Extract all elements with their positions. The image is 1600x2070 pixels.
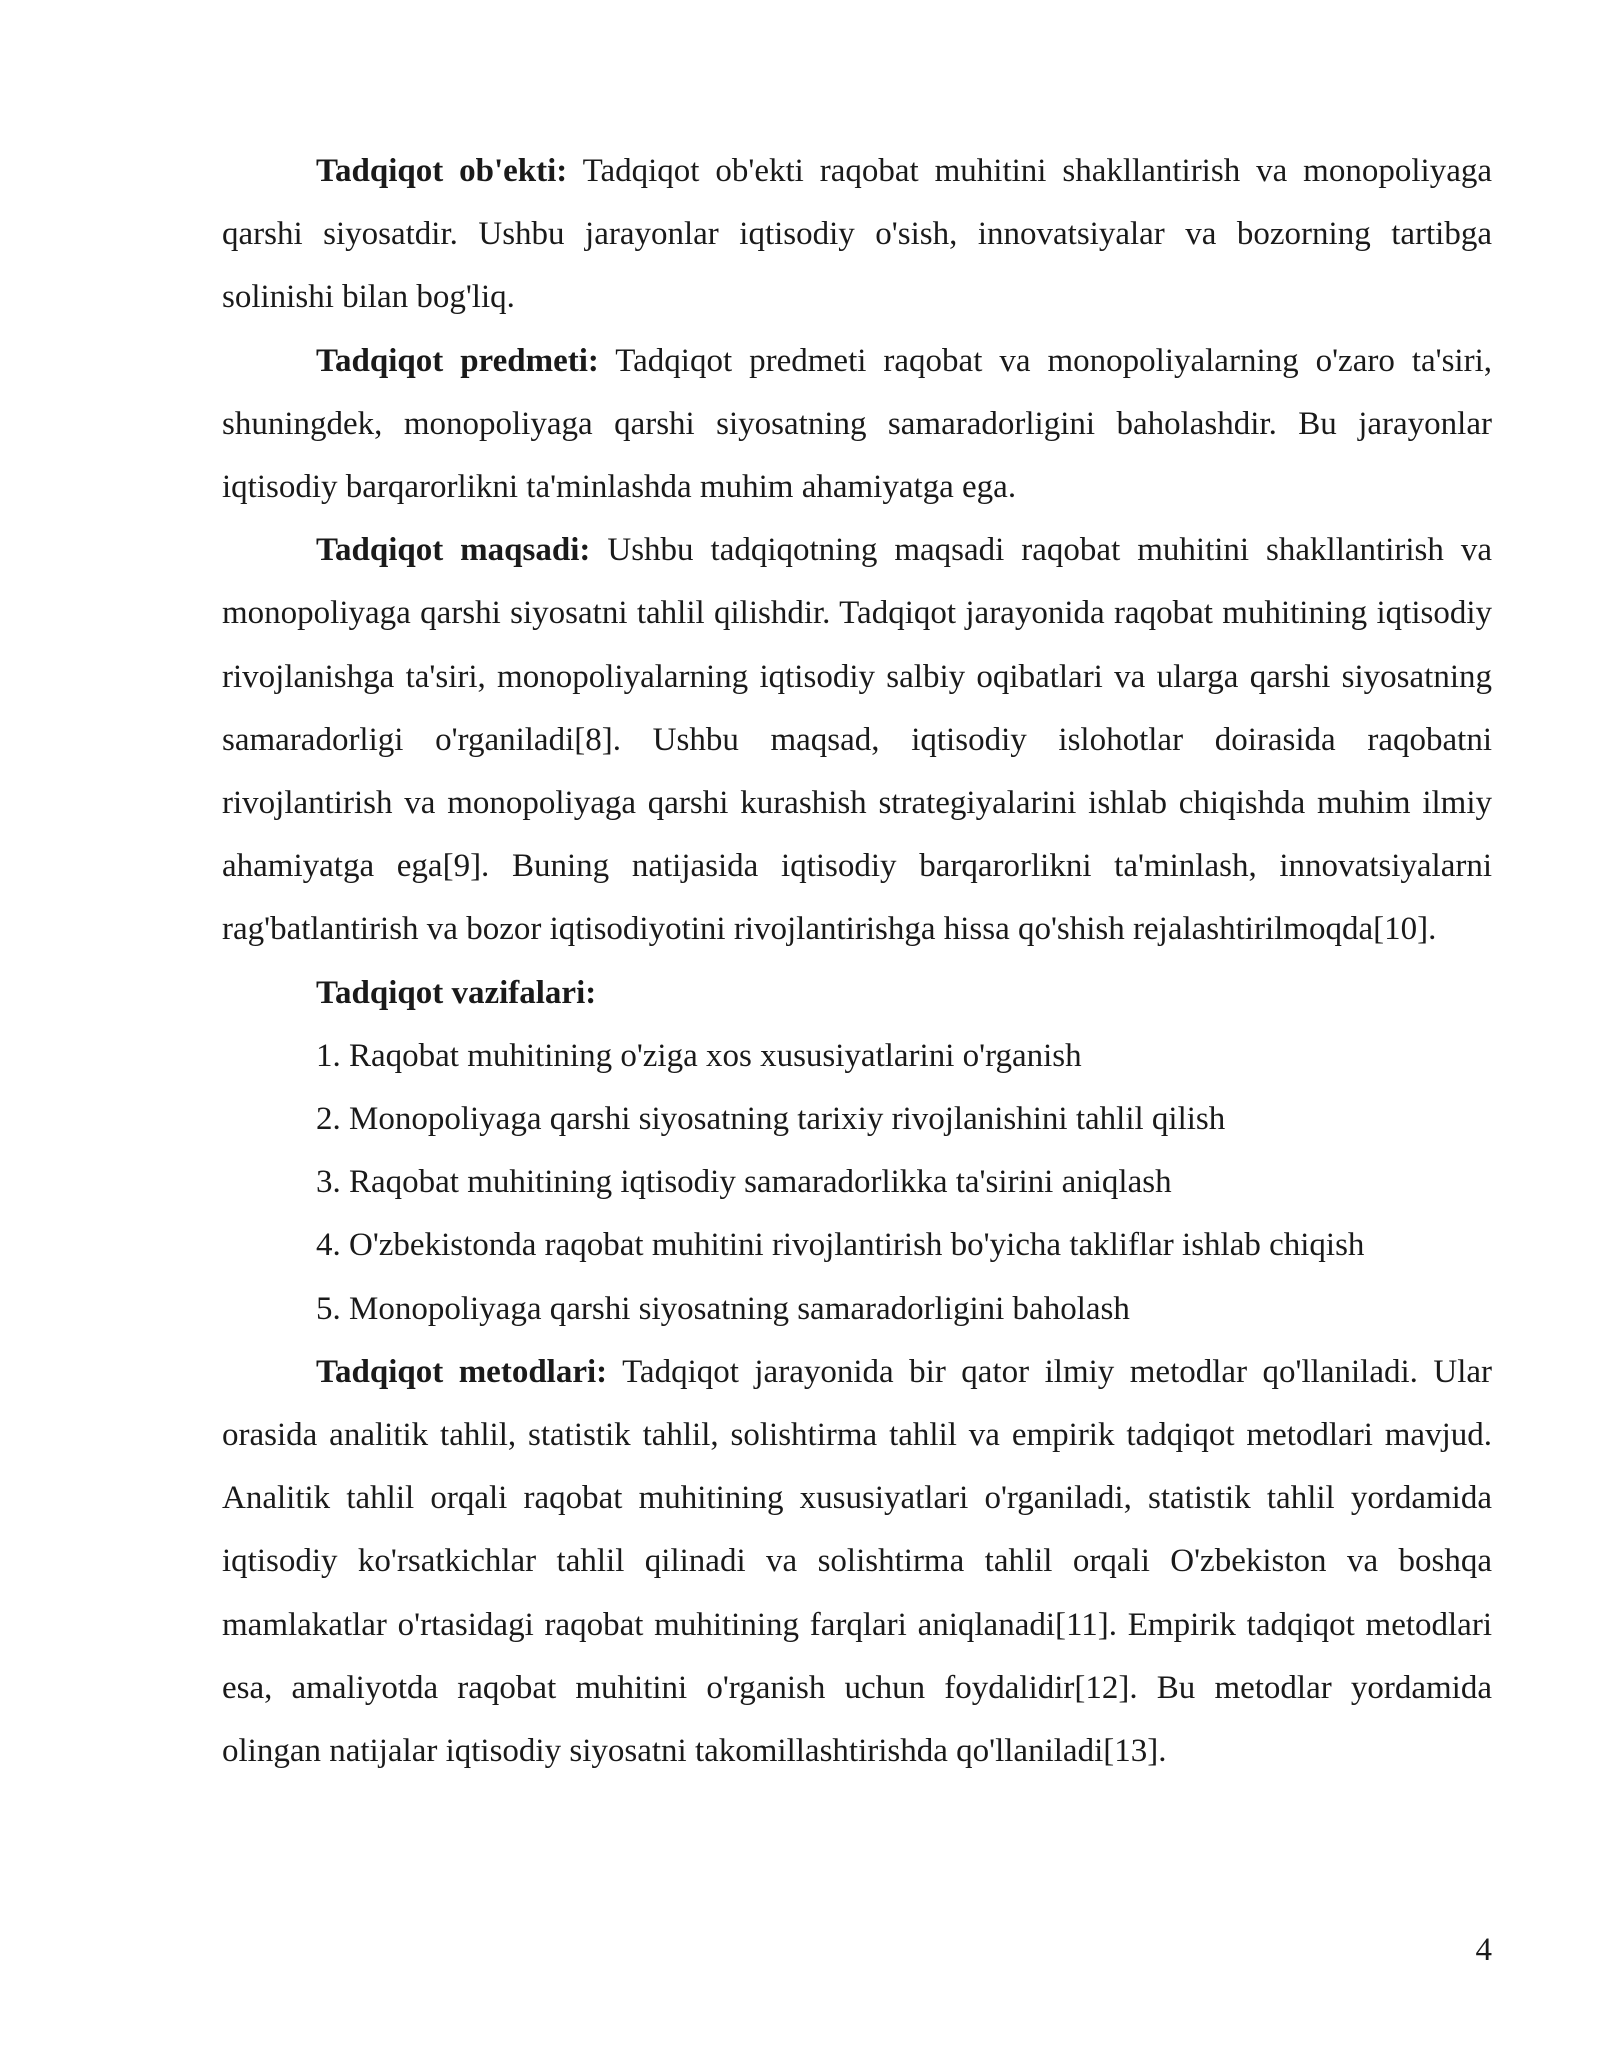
paragraph-label: Tadqiqot metodlari: [316,1353,608,1390]
paragraph-text: Ushbu tadqiqotning maqsadi raqobat muhitini shakllantirish va monopoliyaga qarshi siyosatni tahlil qilishdir. Tadqiqot jarayonida raqobat muhitining iqtisodiy rivojlanishga ta'siri, monopoliyalarning iqtisodiy salbiy oqibatlari va ularga qarshi siyosatning samaradorligi o'rganiladi[8]. Ushbu maqsad, iqtisodiy islohotlar doirasida raqobatni rivojlantirish va monopoliyaga qarshi kurashish strategiyalarini ishlab chiqishda muhim ilmiy ahamiyatga ega[9]. Buning natijasida iqtisodiy barqarorlikni ta'minlash, innovatsiyalarni rag'batlantirish va bozor iqtisodiyotini rivojlantirishga hissa qo'shish rejalashtirilmoqda[10]. [222,532,1492,948]
paragraph-label: Tadqiqot vazifalari: [316,974,597,1011]
page-body [222,140,1492,1783]
research-tasks-heading [222,962,1492,1025]
page-number: 4 [1475,1932,1492,1968]
list-item: 1. Raqobat muhitining o'ziga xos xususiyatlarini o'rganish [316,1037,1082,1074]
paragraph-label: Tadqiqot predmeti: [316,342,599,379]
paragraph-label: Tadqiqot maqsadi: [316,532,591,569]
paragraph-text: Tadqiqot predmeti raqobat va monopoliyalarning o'zaro ta'siri, shuningdek, monopoliyaga qarshi siyosatning samaradorligini baholashdir. Bu jarayonlar iqtisodiy barqarorlikni ta'minlashda muhim ahamiyatga ega. [222,342,1493,506]
paragraph-text: Tadqiqot jarayonida bir qator ilmiy metodlar qo'llaniladi. Ular orasida analitik tahlil, statistik tahlil, solishtirma tahlil va empirik tadqiqot metodlari mavjud. Analitik tahlil orqali raqobat muhitining xususiyatlari o'rganiladi, statistik tahlil yordamida iqtisodiy ko'rsatkichlar tahlil qilinadi va solishtirma tahlil orqali O'zbekiston va boshqa mamlakatlar o'rtasidagi raqobat muhitining farqlari aniqlanadi[11]. Empirik tadqiqot metodlari esa, amaliyotda raqobat muhitini o'rganish uchun foydalidir[12]. Bu metodlar yordamida olingan natijalar iqtisodiy siyosatni takomillashtirishda qo'llaniladi[13]. [222,1353,1493,1770]
paragraph-research-subject [222,330,1492,520]
list-item: 5. Monopoliyaga qarshi siyosatning samaradorligini baholash [316,1290,1130,1327]
list-item: 3. Raqobat muhitining iqtisodiy samaradorlikka ta'sirini aniqlash [316,1164,1172,1201]
paragraph-label: Tadqiqot ob'ekti: [316,153,568,189]
paragraph-research-methods [222,1341,1492,1783]
research-tasks-list [222,1025,1492,1341]
paragraph-research-object [222,140,1492,330]
list-item: 2. Monopoliyaga qarshi siyosatning tarixiy rivojlanishini tahlil qilish [316,1101,1226,1138]
paragraph-research-goal [222,519,1492,961]
list-item: 4. O'zbekistonda raqobat muhitini rivojlantirish bo'yicha takliflar ishlab chiqish [316,1227,1365,1264]
paragraph-text: Tadqiqot ob'ekti raqobat muhitini shakllantirish va monopoliyaga qarshi siyosatdir. Ushbu jarayonlar iqtisodiy o'sish, innovatsiyalar va bozorning tartibga solinishi bilan bog'liq. [222,153,1492,316]
